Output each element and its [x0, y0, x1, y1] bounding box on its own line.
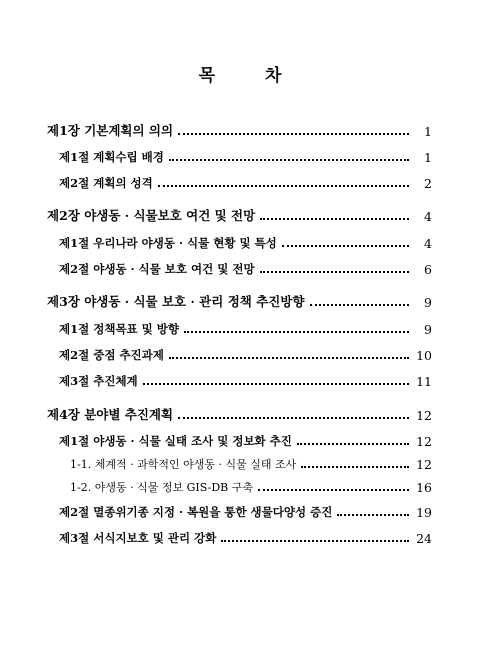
toc-leader — [337, 514, 409, 516]
toc-entry-page: 6 — [424, 262, 432, 277]
toc-entry-page: 4 — [424, 209, 432, 224]
toc-entry-label: 제1장 기본계획의 의의 — [47, 123, 174, 138]
toc-leader — [221, 540, 409, 542]
toc-entry-page: 12 — [416, 457, 432, 472]
toc-leader — [169, 159, 409, 161]
toc-entry-label: 제2장 야생동 · 식물보호 여건 및 전망 — [47, 208, 256, 223]
toc-entry-subsection[interactable] — [0, 477, 480, 495]
toc-entry-chapter-1[interactable] — [0, 121, 480, 139]
toc-leader — [260, 218, 409, 220]
toc-entry-page: 9 — [424, 295, 432, 310]
toc-entry-section[interactable] — [0, 502, 480, 520]
toc-leader — [258, 489, 409, 491]
toc-entry-label: 제3절 추진체계 — [59, 374, 138, 388]
toc-entry-label: 제1절 우리나라 야생동 · 식물 현황 및 특성 — [59, 236, 277, 250]
toc-leader — [178, 133, 409, 135]
toc-entry-page: 16 — [416, 480, 432, 495]
toc-entry-page: 1 — [424, 150, 432, 165]
toc-entry-section[interactable] — [0, 233, 480, 251]
toc-entry-label: 제3장 야생동 · 식물 보호 · 관리 정책 추진방향 — [47, 294, 305, 309]
toc-entry-page: 11 — [416, 374, 432, 389]
toc-leader — [158, 185, 409, 187]
toc-entry-page: 12 — [416, 408, 432, 423]
toc-entry-label: 1-1. 체계적 · 과학적인 야생동 · 식물 실태 조사 — [70, 458, 297, 471]
toc-entry-page: 24 — [416, 531, 432, 546]
toc-entry-label: 제2절 멸종위기종 지정 · 복원을 통한 생물다양성 증진 — [59, 505, 333, 519]
toc-entry-label: 제2절 계획의 성격 — [59, 176, 153, 190]
toc-leader — [169, 357, 409, 359]
toc-entry-chapter-3[interactable] — [0, 292, 480, 310]
toc-title: 목 차 — [198, 66, 304, 86]
toc-entry-label: 제2절 중점 추진과제 — [59, 348, 164, 362]
toc-entry-label: 제1절 계획수립 배경 — [59, 150, 164, 164]
toc-entry-label: 제1절 정책목표 및 방향 — [59, 322, 179, 336]
toc-entry-section[interactable] — [0, 528, 480, 546]
toc-leader — [310, 304, 410, 306]
toc-entry-section[interactable] — [0, 173, 480, 191]
toc-entry-section[interactable] — [0, 371, 480, 389]
toc-entry-page: 12 — [416, 434, 432, 449]
toc-entry-chapter-2[interactable] — [0, 206, 480, 224]
toc-entry-page: 9 — [424, 322, 432, 337]
toc-entry-label: 제2절 야생동 · 식물 보호 여건 및 전망 — [59, 262, 255, 276]
toc-entry-subsection[interactable] — [0, 454, 480, 472]
toc-entry-page: 10 — [416, 348, 432, 363]
toc-leader — [184, 331, 409, 333]
toc-entry-section[interactable] — [0, 431, 480, 449]
toc-entry-section[interactable] — [0, 147, 480, 165]
toc-entry-chapter-4[interactable] — [0, 405, 480, 423]
toc-leader — [143, 383, 409, 385]
toc-entry-label: 1-2. 야생동 · 식물 정보 GIS-DB 구축 — [70, 481, 254, 494]
toc-leader — [297, 443, 409, 445]
toc-entry-label: 제4장 분야별 추진계획 — [47, 407, 174, 422]
toc-entry-label: 제1절 야생동 · 식물 실태 조사 및 정보화 추진 — [59, 434, 292, 448]
toc-entry-label: 제3절 서식지보호 및 관리 강화 — [59, 531, 217, 545]
toc-entry-page: 2 — [424, 176, 432, 191]
toc-entry-section[interactable] — [0, 345, 480, 363]
toc-leader — [282, 245, 409, 247]
toc-entry-section[interactable] — [0, 319, 480, 337]
toc-leader — [178, 417, 409, 419]
toc-entry-page: 1 — [424, 124, 432, 139]
toc-entry-page: 4 — [424, 236, 432, 251]
toc-leader — [301, 466, 409, 468]
toc-entry-page: 19 — [416, 505, 432, 520]
toc-entry-section[interactable] — [0, 259, 480, 277]
toc-leader — [260, 271, 409, 273]
